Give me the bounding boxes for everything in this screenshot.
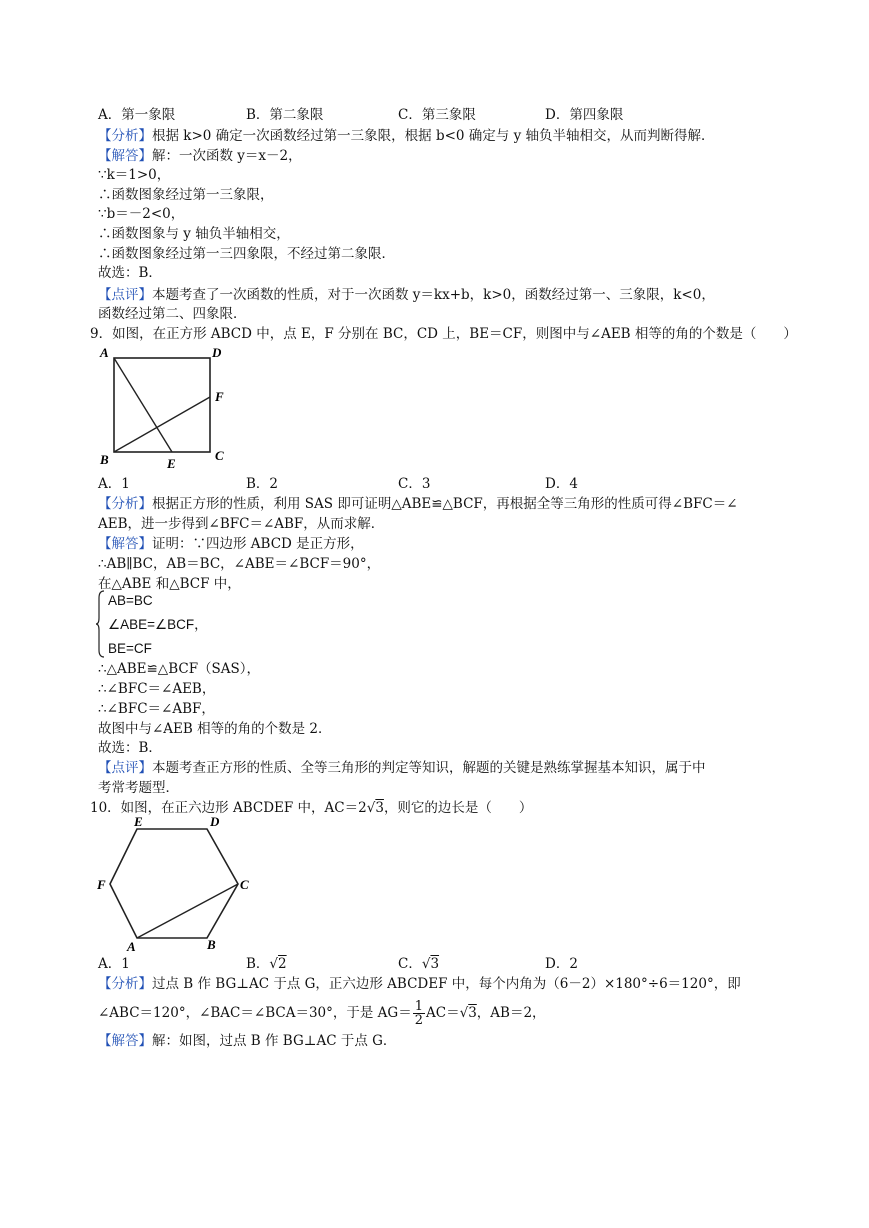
- q8-option-c: C．第三象限: [398, 107, 476, 123]
- analysis-text: 过点 B 作 BG⊥AC 于点 G，正六边形 ABCDEF 中，每个内角为（6－2）×180°÷6＝120°，即: [152, 976, 741, 992]
- q8-option-a: A．第一象限: [98, 107, 176, 123]
- q9-analysis-cont: AEB，进一步得到∠BFC＝∠ABF，从而求解．: [98, 516, 385, 532]
- sqrt-symbol: √: [421, 956, 431, 972]
- sqrt-radicand: 2: [278, 956, 287, 972]
- option-c-label: C．: [398, 956, 422, 972]
- q8-answer-line: [98, 147, 302, 165]
- q8-analysis: [98, 127, 715, 145]
- q9-option-c: C．3: [398, 476, 431, 492]
- q9-comment: [98, 759, 706, 777]
- q9-proof-line: ∴△ABE≌△BCF（SAS），: [98, 661, 261, 677]
- q9-proof-line: 故图中与∠AEB 相等的角的个数是 2．: [98, 721, 332, 737]
- q9-option-d: D．4: [545, 476, 578, 492]
- label-b: B: [100, 452, 109, 467]
- q8-answer-line: ∴函数图象与 y 轴负半轴相交，: [98, 226, 290, 242]
- label-a: A: [100, 345, 109, 360]
- analysis-tag: 【分析】: [98, 128, 152, 144]
- label-a: A: [127, 939, 136, 952]
- answer-tag: 【解答】: [98, 1033, 152, 1049]
- analysis-text-post: ，AB＝2，: [476, 1005, 546, 1021]
- answer-text: 证明：∵四边形 ABCD 是正方形，: [152, 536, 364, 552]
- q8-answer-line: ∵k＝1>0，: [98, 167, 171, 183]
- q10-analysis: [98, 975, 741, 993]
- analysis-text-pre: ∠ABC＝120°，∠BAC＝∠BCA＝30°，于是 AG＝: [98, 1005, 412, 1021]
- fraction-one-half: [413, 1000, 425, 1027]
- q8-option-b: B．第二象限: [246, 107, 324, 123]
- q9-option-b: B．2: [246, 476, 279, 492]
- q9-answer-line: ∴AB∥BC，AB＝BC，∠ABE＝∠BCF＝90°，: [98, 556, 381, 572]
- q10-answer: [98, 1032, 396, 1050]
- q10-option-d: D．2: [545, 956, 578, 972]
- hexagon-abcdef: [110, 829, 238, 938]
- label-b: B: [207, 937, 216, 952]
- label-c: C: [215, 448, 224, 463]
- label-c: C: [240, 877, 249, 892]
- analysis-text-mid: AC＝: [426, 1005, 460, 1021]
- sqrt-radicand: 3: [375, 800, 384, 816]
- fraction-numerator: 1: [414, 999, 423, 1014]
- label-d: D: [210, 814, 220, 829]
- answer-tag: 【解答】: [98, 536, 152, 552]
- q10-stem-post: ，则它的边长是（ ）: [383, 800, 533, 816]
- fraction-denominator: 2: [414, 1013, 423, 1028]
- analysis-tag: 【分析】: [98, 976, 152, 992]
- sqrt-radicand: 3: [468, 1005, 477, 1021]
- comment-text: 本题考查正方形的性质、全等三角形的判定等知识，解题的关键是熟练掌握基本知识，属于中: [152, 760, 706, 776]
- answer-tag: 【解答】: [98, 148, 152, 164]
- q9-stem: 9．如图，在正方形 ABCD 中，点 E，F 分别在 BC，CD 上，BE＝CF，则图中与∠AEB 相等的角的个数是（ ）: [90, 326, 797, 342]
- answer-text: 解：一次函数 y＝x－2，: [152, 148, 302, 164]
- comment-tag: 【点评】: [98, 760, 152, 776]
- label-e: E: [167, 456, 176, 471]
- q9-proof-line: ∴∠BFC＝∠AEB，: [98, 681, 216, 697]
- q9-comment-cont: 考常考题型．: [98, 780, 179, 796]
- comment-tag: 【点评】: [98, 287, 152, 303]
- segment-bf: [114, 397, 210, 452]
- analysis-tag: 【分析】: [98, 496, 152, 512]
- q8-answer-line: 故选：B．: [98, 265, 162, 281]
- q10-stem-pre: 10．如图，在正六边形 ABCDEF 中，AC＝2: [90, 800, 367, 816]
- option-b-label: B．: [246, 956, 270, 972]
- system-eq-1: AB=BC: [108, 593, 153, 608]
- q9-option-a: A．1: [98, 476, 130, 492]
- q8-answer-line: ∴函数图象经过第一三四象限，不经过第二象限．: [98, 246, 395, 262]
- q9-answer-line: [98, 535, 364, 553]
- q9-analysis: [98, 495, 738, 513]
- q10-option-c: [398, 955, 439, 973]
- sqrt-symbol: √: [459, 1005, 469, 1021]
- q8-comment: [98, 286, 715, 304]
- segment-ae: [114, 358, 172, 452]
- system-eq-2: ∠ABE=∠BCF，: [108, 617, 208, 632]
- comment-text: 本题考查了一次函数的性质，对于一次函数 y＝kx+b，k>0，函数经过第一、三象限，k<0，: [152, 287, 715, 303]
- q9-proof-line: 故选：B．: [98, 740, 162, 756]
- system-brace: [95, 590, 105, 658]
- q9-square-figure: [96, 342, 236, 474]
- q8-answer-line: ∴函数图象经过第一三象限，: [98, 187, 274, 203]
- q10-analysis-cont: [98, 1000, 546, 1027]
- label-f: F: [215, 389, 224, 404]
- analysis-text: 根据正方形的性质，利用 SAS 即可证明△ABE≌△BCF，再根据全等三角形的性质可得∠BFC＝∠: [152, 496, 738, 512]
- label-f: F: [97, 877, 106, 892]
- q10-hexagon-figure: [94, 812, 264, 952]
- q8-answer-line: ∵b＝－2<0，: [98, 206, 185, 222]
- q10-option-a: A．1: [98, 956, 130, 972]
- sqrt-symbol: √: [269, 956, 279, 972]
- q8-comment-cont: 函数经过第二、四象限．: [98, 306, 247, 322]
- label-d: D: [212, 345, 222, 360]
- q9-answer-line: 在△ABE 和△BCF 中，: [98, 576, 241, 592]
- answer-text: 解：如图，过点 B 作 BG⊥AC 于点 G．: [152, 1033, 397, 1049]
- label-e: E: [134, 814, 143, 829]
- sqrt-symbol: √: [366, 800, 376, 816]
- q10-option-b: [246, 955, 287, 973]
- analysis-text: 根据 k>0 确定一次函数经过第一三象限，根据 b<0 确定与 y 轴负半轴相交，从而判断得解．: [152, 128, 715, 144]
- sqrt-radicand: 3: [430, 956, 440, 972]
- q8-option-d: D．第四象限: [545, 107, 624, 123]
- q9-proof-line: ∴∠BFC＝∠ABF，: [98, 701, 215, 717]
- system-eq-3: BE=CF: [108, 641, 152, 656]
